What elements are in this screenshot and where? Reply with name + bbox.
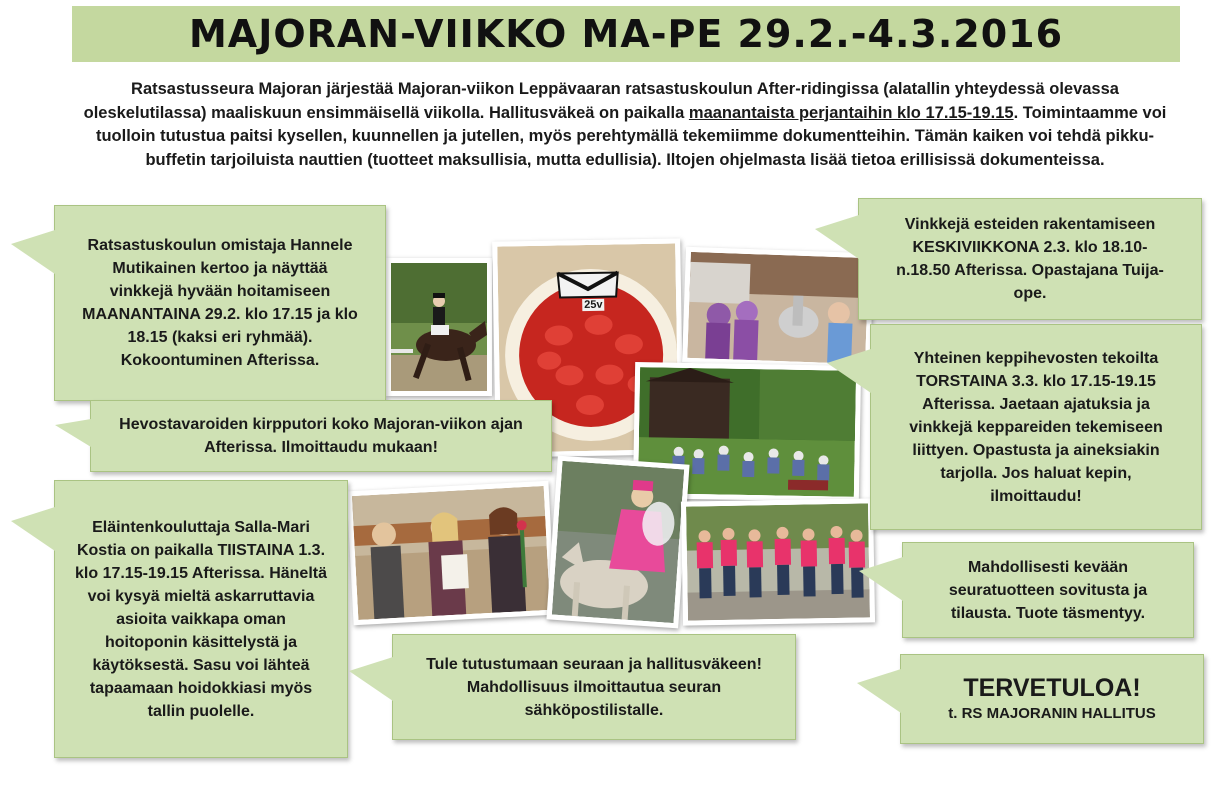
intro-underlined-hours: maanantaista perjantaihin klo 17.15-19.15 xyxy=(688,103,1014,122)
callout-tuesday-text: Eläintenkouluttaja Salla-Mari Kostia on paikalla TIISTAINA 1.3. klo 17.15-19.15 Afterissa. Häneltä voi kysyä mieltä askarruttavia asioita vaikkapa oman hoitoponin käsittelystä ja käytöksestä. Sasu voi lähteä tapaamaan hoidokkiasi myös tallin puolelle. xyxy=(75,518,327,720)
title-bar xyxy=(72,6,1180,62)
welcome-signature: t. RS MAJORANIN HALLITUS xyxy=(948,705,1156,722)
callout-welcome xyxy=(900,654,1204,744)
callout-pointer xyxy=(55,419,91,447)
welcome-title: TERVETULOA! xyxy=(963,674,1141,702)
callout-pointer xyxy=(815,215,859,259)
costumed-rider-image xyxy=(552,461,684,623)
callout-monday xyxy=(54,205,386,401)
callout-monday-text: Ratsastuskoulun omistaja Hannele Mutikainen kertoo ja näyttää vinkkejä hyvään hoitamiseen MAANANTAINA 29.2. klo 17.15 ja klo 18.15 (kaksi eri ryhmää). Kokoontuminen Afterissa. xyxy=(82,237,358,369)
callout-pointer xyxy=(827,349,871,393)
callout-thursday xyxy=(870,324,1202,530)
callout-join-text: Tule tutustumaan seuraan ja hallitusväkeen! Mahdollisuus ilmoittautua seuran sähköpostilistalle. xyxy=(426,655,762,719)
callout-join xyxy=(392,634,796,740)
intro-paragraph xyxy=(70,78,1180,172)
callout-pointer xyxy=(349,657,393,701)
photo-award-ceremony xyxy=(347,481,556,625)
photo-costumed-rider xyxy=(546,456,689,629)
callout-flea-market xyxy=(90,400,552,472)
callout-pointer xyxy=(857,669,901,713)
photo-group-pink-shirts xyxy=(681,498,875,625)
callout-merchandise-text: Mahdollisesti kevään seuratuotteen sovitusta ja tilausta. Tuote täsmentyy. xyxy=(948,558,1148,622)
photo-show-jumping xyxy=(386,258,492,396)
page-title: MAJORAN-VIIKKO MA-PE 29.2.-4.3.2016 xyxy=(188,12,1064,56)
callout-wednesday-text: Vinkkejä esteiden rakentamiseen KESKIVIIKKONA 2.3. klo 18.10-n.18.50 Afterissa. Opastajana Tuija-ope. xyxy=(896,216,1164,302)
intro-text-end: . Toimintaamme voi tuolloin tutustua paitsi kysellen, kuunnellen ja jutellen, myös perehtymällä tekemiimme dokumentteihin. Tämän kaiken voi tehdä pikku-buffetin tarjoiluista nauttien (tuotteet maksullisia, mutta edullisia). Iltojen ohjelmasta lisää tietoa erillisissä dokumenteissa. xyxy=(95,103,1167,169)
award-image xyxy=(352,486,550,620)
pink-group-image xyxy=(686,503,870,620)
callout-pointer xyxy=(11,507,55,551)
callout-tuesday xyxy=(54,480,348,758)
kids-pony-image xyxy=(687,252,869,364)
callout-merchandise xyxy=(902,542,1194,638)
cake-label: 25v xyxy=(584,298,603,312)
show-jumping-image xyxy=(391,263,487,391)
intro-text-start: Ratsastusseura Majoran järjestää Majoran-viikon Leppävaaran ratsastuskoulun After-ridingissa (alatallin yhteydessä olevassa oleskelutilassa) maaliskuun ensimmäisellä viikolla. Hallitusväkeä on paikalla xyxy=(83,80,1119,122)
callout-thursday-text: Yhteinen keppihevosten tekoilta TORSTAINA 3.3. klo 17.15-19.15 Afterissa. Jaetaan ajatuksia ja vinkkejä keppareiden tekemiseen liittyen. Opastusta ja aineksiakin tarjolla. Jos haluat kepin, ilmoittaudu! xyxy=(909,349,1163,505)
callout-wednesday xyxy=(858,198,1202,320)
callout-pointer xyxy=(11,230,55,274)
callout-flea-market-text: Hevostavaroiden kirpputori koko Majoran-viikon ajan Afterissa. Ilmoittaudu mukaan! xyxy=(119,416,523,456)
callout-pointer xyxy=(859,557,903,601)
